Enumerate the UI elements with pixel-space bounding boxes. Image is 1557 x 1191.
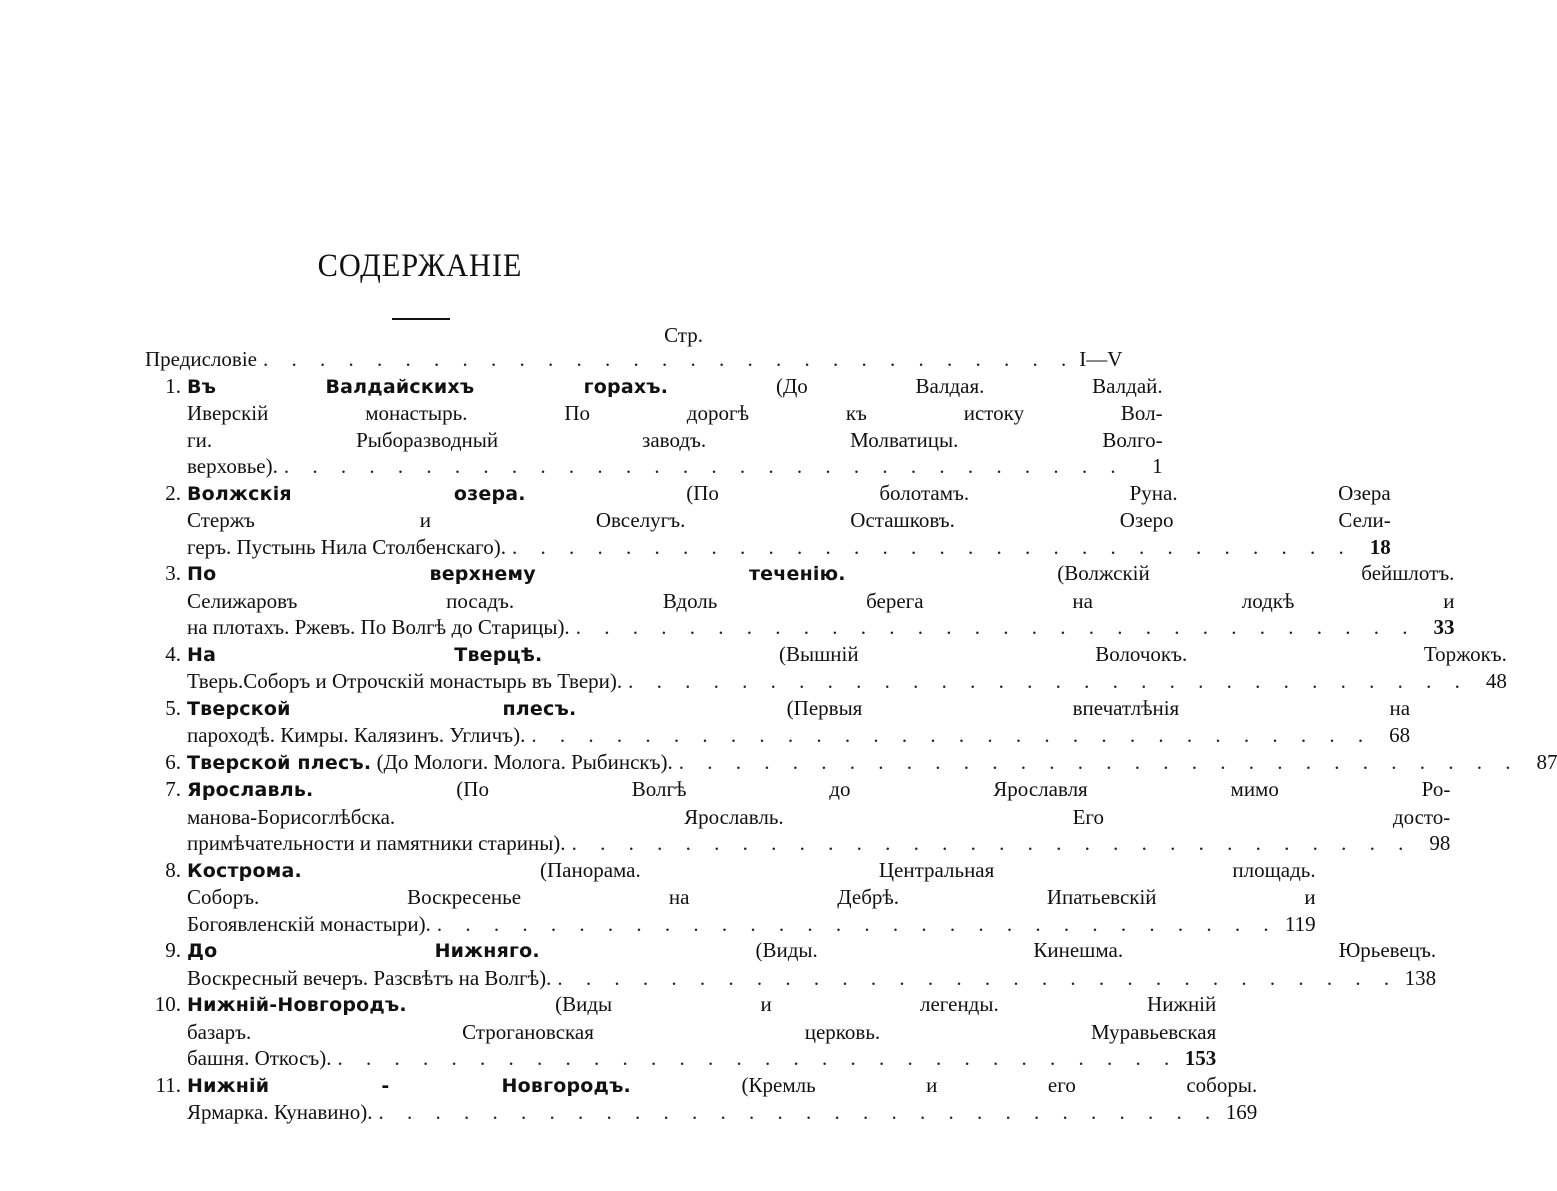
chapter-description: (Первыя впечатлѣнія на <box>576 695 1411 720</box>
entry-page-number: 33 <box>1433 615 1455 639</box>
entry-line <box>187 1045 1216 1072</box>
chapter-description: ги. Рыборазводный заводъ. Молватицы. Волго- <box>187 427 1163 452</box>
chapter-description: Ярмарка. Кунавино). <box>187 1100 373 1124</box>
entry-body <box>187 1072 1257 1126</box>
toc-preface <box>145 346 1123 373</box>
entry-line <box>187 749 1557 777</box>
entry-line-text <box>187 427 1163 454</box>
chapter-description: (Виды. Кинешма. Юрьевецъ. <box>539 938 1437 962</box>
entry-page-number: 138 <box>1404 965 1437 990</box>
entry-body <box>187 480 1391 561</box>
chapter-description: Стержъ и Овселугъ. Осташковъ. Озеро Сели- <box>187 508 1391 532</box>
page-column-label: Стр. <box>664 323 703 347</box>
entry-line-text <box>187 507 1391 534</box>
dot-leader: . . . . . . . . . . . . . . . . . . . . . . . . . . . . . . <box>531 723 1373 747</box>
entry-body <box>187 776 1450 857</box>
chapter-title: Нижній-Новгородъ. <box>187 994 407 1016</box>
dot-leader: . . . . . . . . . . . . . . . . . . . . . . . . . . . . . . <box>557 965 1399 990</box>
entry-line-text <box>187 1072 1257 1100</box>
chapter-description: (По болотамъ. Руна. Озера <box>525 480 1391 505</box>
entry-line-text <box>187 373 1163 401</box>
chapter-description: манова-Борисоглѣбска. Ярославль. Его досто- <box>187 804 1451 829</box>
entry-number: 10. <box>154 992 181 1016</box>
entry-body <box>187 937 1436 991</box>
chapter-description: Тверь.Соборъ и Отрочскій монастырь въ Твери). <box>187 669 623 693</box>
entry-body <box>187 991 1216 1072</box>
entry-page-number: 98 <box>1429 831 1451 855</box>
entry-number: 3. <box>165 561 181 585</box>
chapter-title: По верхнему теченію. <box>187 563 846 585</box>
chapter-description: Селижаровъ посадъ. Вдоль берега на лодкѣ и <box>187 588 1455 613</box>
toc-entry <box>145 749 1557 777</box>
entry-line-text <box>187 480 1391 508</box>
chapter-description: (До Мологи. Молога. Рыбинскъ). <box>371 749 673 774</box>
entry-line <box>187 884 1316 911</box>
entry-line-text <box>187 1045 332 1072</box>
chapter-title: Кострома. <box>187 859 302 882</box>
entry-line-text <box>187 641 1507 669</box>
entry-line <box>187 480 1391 508</box>
entry-line-text <box>187 588 1454 615</box>
entry-number: 6. <box>165 749 181 774</box>
entry-line-text <box>187 400 1163 427</box>
entry-number: 4. <box>165 641 181 666</box>
chapter-description: на плотахъ. Ржевъ. По Волгѣ до Старицы). <box>187 615 570 639</box>
chapter-description: базаръ. Строгановская церковь. Муравьевская <box>187 1019 1217 1044</box>
entry-line-text <box>187 749 673 777</box>
entry-line-text <box>187 668 622 695</box>
chapter-description: башня. Откосъ). <box>187 1046 332 1070</box>
dot-leader: . . . . . . . . . . . . . . . . . . . . . . . . . . . . . . <box>283 454 1125 478</box>
page-title: СОДЕРЖАНІЕ <box>317 248 523 284</box>
entry-number: 11. <box>155 1072 181 1097</box>
entry-line <box>187 400 1163 427</box>
chapter-description: (Виды и легенды. Нижній <box>406 992 1217 1016</box>
entry-page-number: 169 <box>1225 1100 1258 1124</box>
chapter-title: Ярославль. <box>187 779 314 801</box>
toc-entries <box>145 373 1557 1126</box>
entry-line <box>187 830 1450 857</box>
dot-leader: . . . . . . . . . . . . . . . . . . . . . . . . . . . . . . <box>628 669 1469 693</box>
toc-entry <box>145 480 1391 561</box>
entry-line-text <box>187 830 566 857</box>
chapter-description: (По Волгѣ до Ярославля мимо Ро- <box>313 777 1451 801</box>
toc-entry <box>145 641 1507 695</box>
entry-line <box>187 1072 1257 1100</box>
entry-line <box>187 911 1316 938</box>
entry-line-text <box>187 804 1450 831</box>
entry-line-text <box>187 911 431 938</box>
chapter-description: (Кремль и его соборы. <box>630 1072 1258 1097</box>
chapter-description: (Панорама. Центральная площадь. <box>301 857 1316 882</box>
entry-line <box>187 857 1316 885</box>
chapter-description: (Вышній Волочокъ. Торжокъ. <box>542 641 1507 666</box>
entry-body <box>187 857 1316 938</box>
entry-line <box>187 373 1163 401</box>
entry-line-text <box>187 1099 372 1126</box>
chapter-title: Волжскія озера. <box>187 482 526 505</box>
entry-line <box>187 668 1507 695</box>
table-of-contents <box>145 346 1557 1126</box>
entry-line <box>187 588 1454 615</box>
dot-leader: . . . . . . . . . . . . . . . . . . . . . . . . . . . . . <box>263 347 1076 371</box>
entry-line <box>187 453 1163 480</box>
chapter-description: пароходѣ. Кимры. Калязинъ. Угличъ). <box>187 723 526 747</box>
entry-line-text <box>187 937 1436 965</box>
entry-number: 1. <box>165 373 181 398</box>
toc-entry <box>145 857 1316 938</box>
chapter-description: Воскресный вечеръ. Разсвѣтъ на Волгѣ). <box>187 965 552 990</box>
entry-line-text <box>187 776 1450 804</box>
entry-line <box>187 937 1436 965</box>
entry-page-number: 18 <box>1369 534 1391 559</box>
entry-number: 8. <box>165 857 181 882</box>
dot-leader: . . . . . . . . . . . . . . . . . . . . . . . . . . . . . . <box>571 831 1413 855</box>
entry-line <box>187 1099 1257 1126</box>
entry-line-text <box>187 1019 1216 1046</box>
entry-body <box>187 695 1410 749</box>
toc-entry <box>145 560 1455 641</box>
chapter-description: верховье). <box>187 454 278 478</box>
dot-leader: . . . . . . . . . . . . . . . . . . . . . . . . . . . . . . <box>678 749 1520 774</box>
dot-leader: . . . . . . . . . . . . . . . . . . . . . . . . . . . . . . <box>436 911 1278 936</box>
entry-line <box>187 641 1507 669</box>
entry-line <box>187 614 1454 641</box>
entry-line-text <box>187 695 1410 723</box>
entry-line <box>187 427 1163 454</box>
toc-entry <box>145 1072 1258 1126</box>
chapter-title: Тверской плесъ. <box>187 751 372 774</box>
chapter-description: Иверскій монастырь. По дорогѣ къ истоку Вол- <box>187 401 1163 425</box>
dot-leader: . . . . . . . . . . . . . . . . . . . . . . . . . . . . . . <box>511 534 1353 559</box>
preface-pages: I—V <box>1079 347 1123 371</box>
entry-page-number: 48 <box>1485 669 1507 693</box>
entry-line-text <box>187 991 1216 1019</box>
chapter-description: геръ. Пустынь Нила Столбенскаго). <box>187 534 506 559</box>
entry-line-text <box>187 884 1316 911</box>
entry-body <box>187 641 1507 695</box>
entry-page-number: 87 <box>1536 749 1557 774</box>
entry-number: 2. <box>165 480 181 505</box>
entry-line <box>187 507 1391 534</box>
entry-line-text <box>187 722 525 749</box>
chapter-description: (Волжскій бейшлотъ. <box>845 561 1455 585</box>
entry-line <box>187 776 1450 804</box>
entry-line-text <box>187 614 570 641</box>
title-rule <box>392 318 450 320</box>
toc-entry <box>145 695 1411 749</box>
entry-page-number: 1 <box>1152 454 1163 478</box>
toc-entry <box>145 373 1163 480</box>
entry-line-text <box>187 453 278 480</box>
entry-line <box>187 804 1450 831</box>
entry-line <box>187 965 1436 992</box>
dot-leader: . . . . . . . . . . . . . . . . . . . . . . . . . . . . . . <box>337 1046 1179 1070</box>
chapter-description: Соборъ. Воскресенье на Дебрѣ. Ипатьевскій и <box>187 885 1316 909</box>
entry-number: 7. <box>165 777 181 801</box>
entry-line-text <box>187 965 551 992</box>
entry-line-text <box>187 560 1454 588</box>
chapter-title: Въ Валдайскихъ горахъ. <box>187 375 669 398</box>
toc-entry <box>145 991 1217 1072</box>
dot-leader: . . . . . . . . . . . . . . . . . . . . . . . . . . . . . . <box>575 615 1417 639</box>
entry-page-number: 68 <box>1389 723 1411 747</box>
entry-line-text <box>187 857 1316 885</box>
chapter-title: Тверской плесъ. <box>187 697 577 720</box>
entry-body <box>187 373 1163 480</box>
entry-page-number: 153 <box>1184 1046 1217 1070</box>
chapter-description: примѣчательности и памятники старины). <box>187 831 566 855</box>
chapter-description: (До Валдая. Валдай. <box>668 373 1163 398</box>
entry-line <box>187 534 1391 561</box>
preface-label: Предисловіе <box>145 347 258 371</box>
entry-page-number: 119 <box>1284 911 1316 936</box>
entry-body <box>187 560 1454 641</box>
chapter-title: Нижній - Новгородъ. <box>187 1074 631 1097</box>
entry-number: 5. <box>165 695 181 720</box>
entry-line <box>187 560 1454 588</box>
chapter-description: Богоявленскій монастыри). <box>187 911 431 936</box>
entry-line <box>187 695 1410 723</box>
entry-line <box>187 1019 1216 1046</box>
toc-entry <box>145 937 1437 991</box>
entry-number: 9. <box>165 938 181 962</box>
toc-entry <box>145 776 1451 857</box>
dot-leader: . . . . . . . . . . . . . . . . . . . . . . . . . . . . . . <box>378 1100 1220 1124</box>
entry-line <box>187 722 1410 749</box>
chapter-title: На Тверцѣ. <box>187 643 543 666</box>
entry-body <box>187 749 1557 777</box>
chapter-title: До Нижняго. <box>187 940 540 962</box>
entry-line <box>187 991 1216 1019</box>
entry-line-text <box>187 534 506 561</box>
